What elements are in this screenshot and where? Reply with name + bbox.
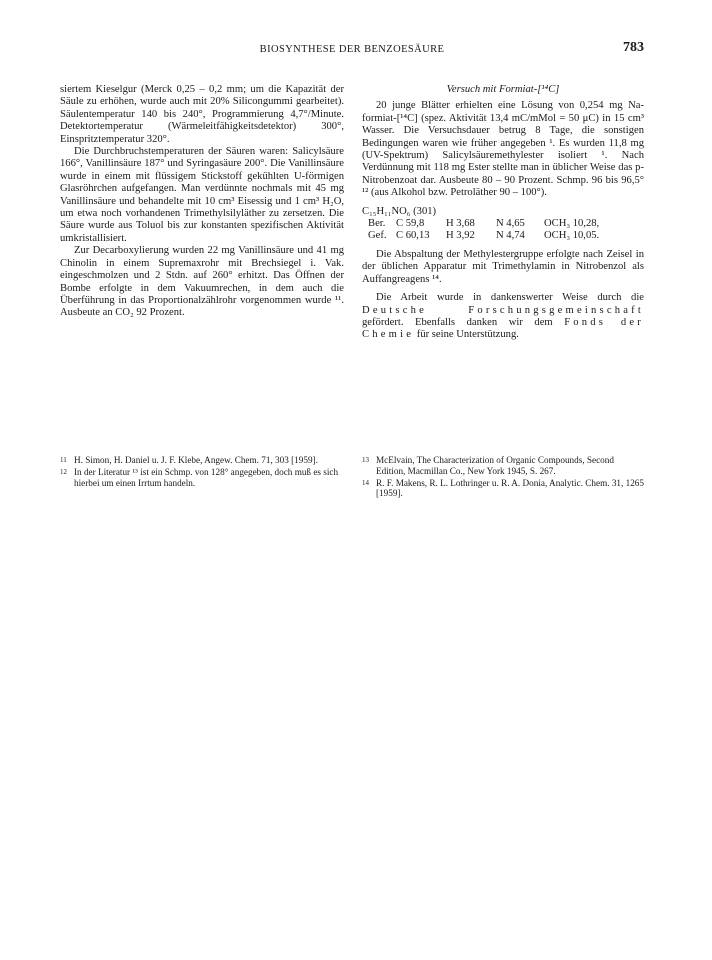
footnotes-right: [362, 455, 644, 500]
footnote-number: 12: [60, 467, 67, 476]
paragraph: 20 junge Blätter erhielten eine Lösung von 0,254 mg Na-formiat-[¹⁴C] (spez. Aktivität 13,4 mC/mMol = 50 μC) in 15 cm³ Wasser. Die Versuchsdauer betrug 8 Tage, die sonstigen Bedingungen waren wie früher angegeben ¹. Es wurden 11,8 mg (UV-Spektrum) Salicylsäuremethylester isoliert ¹. Nach Verdünnung mit 118 mg Ester stellte man in üblicher Weise das p-Nitrobenzoat dar. Ausbeute 80 – 90 Prozent. Schmp. 96 bis 96,5° ¹² (aus Alkohol bzw. Petroläther 90 – 100°).: [362, 100, 644, 199]
footnote-text: H. Simon, H. Daniel u. J. F. Klebe, Angew. Chem. 71, 303 [1959].: [74, 455, 318, 465]
right-column: [362, 84, 644, 342]
left-column: [60, 84, 344, 320]
footnote-number: 14: [362, 478, 369, 487]
paragraph: Die Durchbruchstemperaturen der Säuren waren: Salicylsäure 166°, Vanillinsäure 187° und Syringasäure 200°. Die Vanillinsäure wurde in einem mit flüssigem Stickstoff gekühlten U-förmigen Glasröhrchen aufgefangen. Man verdünnte nochmals mit 45 mg Vanillinsäure und behandelte mit 10 cm³ Eisessig und 1 cm³ H₂O, um etwa noch vorhandenen Trimethylsilyläther zu zersetzen. Die Säure wurde aus Toluol bis zur konstanten spezifischen Aktivität umkristallisiert.: [60, 146, 344, 244]
acknowledgement-paragraph: [362, 292, 644, 342]
analysis-c: C 59,8: [396, 218, 425, 230]
paragraph: Zur Decarboxylierung wurden 22 mg Vanillinsäure und 41 mg Chinolin in einem Supremaxrohr mit Brechsiegel i. Vak. eingeschmolzen und 2 Stdn. auf 260° erhitzt. Das Öffnen der Bombe erfolgte in dem Vakuumrechen, in dem auch die Überführung in das Proportionalzählrohr vorgenommen wurde ¹¹. Ausbeute an CO₂ 92 Prozent.: [60, 245, 344, 319]
analysis-h: H 3,68: [446, 218, 475, 230]
footnote-text: In der Literatur ¹³ ist ein Schmp. von 128° angegeben, doch muß es sich hierbei um einen Irrtum handeln.: [74, 466, 339, 488]
analysis-label: Gef.: [368, 230, 387, 242]
paragraph: siertem Kieselgur (Merck 0,25 – 0,2 mm; um die Kapazität der Säule zu erhöhen, wurde auch mit 20% Silicongummi gearbeitet). Säulentemperatur 140 bis 240°, Programmierung 4,7°/Minute. Detektortemperatur (Wärmeleitfähigkeitsdetektor) 300°, Einspritztemperatur 320°.: [60, 84, 344, 145]
page-number: 783: [623, 40, 644, 55]
elemental-analysis: [368, 218, 644, 243]
molecular-formula: C₁₅H₁₁NO₆ (301): [362, 205, 437, 217]
footnote: [60, 455, 344, 466]
funding-fund: Fonds der Chemie: [362, 316, 644, 341]
analysis-och3: OCH₃ 10,28,: [544, 218, 600, 230]
ack-text: gefördert. Ebenfalls danken wir dem: [362, 316, 553, 328]
analysis-c: C 60,13: [396, 230, 430, 242]
footnote: [362, 455, 644, 477]
analysis-n: N 4,65: [496, 218, 525, 230]
footnote-number: 11: [60, 456, 67, 464]
analysis-h: H 3,92: [446, 230, 475, 242]
footnote: [362, 478, 644, 500]
footnote-text: McElvain, The Characterization of Organic Compounds, Second Edition, Macmillan Co., New York 1945, S. 267.: [376, 455, 614, 476]
footnote-number: 13: [362, 456, 369, 464]
analysis-n: N 4,74: [496, 230, 525, 242]
analysis-och3: OCH₃ 10,05.: [544, 230, 600, 242]
footnote-text: R. F. Makens, R. L. Lothringer u. R. A. Donia, Analytic. Chem. 31, 1265 [1959].: [376, 477, 644, 499]
ack-text: für seine Unterstützung.: [414, 329, 519, 341]
paragraph: Die Abspaltung der Methylestergruppe erfolgte nach Zeisel in der üblichen Apparatur mit Trimethylamin in Nitrobenzol als Auffangreagens ¹⁴.: [362, 248, 644, 285]
funding-org: Deutsche Forschungsgemeinschaft: [362, 304, 644, 316]
footnotes-left: [60, 455, 344, 489]
ack-text: Die Arbeit wurde in dankenswerter Weise durch die: [376, 292, 644, 304]
analysis-label: Ber.: [368, 218, 386, 230]
running-head: [60, 40, 644, 60]
running-title: BIOSYNTHESE DER BENZOESÄURE: [259, 44, 445, 55]
footnote: [60, 467, 344, 489]
section-title: Versuch mit Formiat-[¹⁴C]: [446, 84, 560, 95]
